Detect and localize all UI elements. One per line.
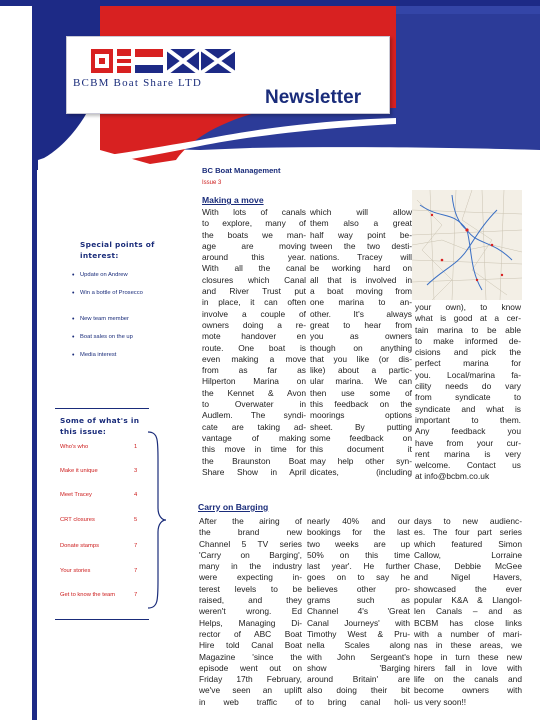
toc-page: 4: [134, 492, 138, 498]
toc-label: Make it unique: [60, 468, 98, 474]
text-line: sheet. By putting: [310, 421, 412, 432]
text-line: even making a move: [202, 353, 306, 364]
text-line: 'Carry on Barging',: [199, 549, 302, 560]
point-item: • Update on Andrew: [80, 272, 180, 280]
text-line: and Nigel Havers,: [414, 572, 522, 583]
article2-column-3: [414, 516, 522, 708]
issue-number: Issue 3: [202, 180, 222, 186]
text-line: them also a great: [310, 218, 412, 229]
text-line: around this year.: [202, 252, 306, 263]
text-line: Hire told Canal Boat: [199, 640, 302, 651]
text-line: BCBM has close links: [414, 617, 522, 628]
bcbm-flags-logo: [89, 47, 239, 75]
text-line: all that is involved in: [310, 274, 412, 285]
text-line: in place, it can often: [202, 297, 306, 308]
text-line: then use some of: [310, 387, 412, 398]
article1-column-2: [310, 207, 412, 478]
text-line: what is good at a cer-: [415, 313, 521, 324]
text-line: Friday 17th February,: [199, 674, 302, 685]
text-line: Audlem. The syndi-: [202, 410, 306, 421]
text-line: that you like (or dis-: [310, 353, 412, 364]
text-line: you. Local/marina fa-: [415, 369, 521, 380]
toc-row[interactable]: [60, 517, 142, 531]
text-line: which will allow: [310, 207, 412, 217]
toc-row[interactable]: [60, 444, 142, 458]
text-line: many in the industry: [199, 561, 302, 572]
text-line: nearly 40% and our: [307, 516, 410, 526]
brand-name: BCBM Boat Share LTD: [73, 77, 203, 89]
text-line: es. The four part series: [414, 527, 522, 538]
article2-column-2: [307, 516, 410, 708]
text-line: your own), to know: [415, 302, 521, 312]
toc-box: [55, 408, 149, 620]
text-line: episode went out on: [199, 662, 302, 673]
article-title: Making a move: [202, 195, 264, 205]
text-line: nella Scales along: [307, 640, 410, 651]
text-line: Helps, Managing Di-: [199, 617, 302, 628]
text-line: Chase, Debbie McGee: [414, 561, 522, 572]
text-line: rector of ABC Boat: [199, 628, 302, 639]
toc-label: Get to know the team: [60, 592, 116, 598]
text-line: believes other pro-: [307, 583, 410, 594]
text-line: us very soon!!: [414, 696, 467, 707]
text-line: the Braunston Boat: [202, 455, 306, 466]
toc-row[interactable]: [60, 592, 142, 606]
text-line: to bring canal holi-: [307, 696, 410, 707]
text-line: With lots of canals: [202, 207, 306, 217]
text-line: show 'Barging: [307, 662, 410, 673]
text-line: vantage of making: [202, 432, 306, 443]
text-line: around Britain' are: [307, 674, 410, 685]
text-line: moorings options: [310, 410, 412, 421]
toc-brace: [146, 430, 168, 610]
text-line: have from your cur-: [415, 437, 521, 448]
text-line: important to them.: [415, 414, 521, 425]
toc-row[interactable]: [60, 468, 142, 482]
text-line: goes on to say he: [307, 572, 410, 583]
text-line: life on the canals and: [414, 674, 522, 685]
text-line: mote handover en: [202, 331, 306, 342]
text-line: this feedback on the: [310, 399, 412, 410]
text-line: ular marina. We can: [310, 376, 412, 387]
points-heading: Special points of interest:: [80, 240, 155, 260]
toc-row[interactable]: [60, 568, 142, 582]
text-line: Callow, Lorraine: [414, 549, 522, 560]
text-line: days to new audienc-: [414, 516, 522, 526]
text-line: Any feedback you: [415, 426, 521, 437]
text-line: 50% on this time: [307, 549, 410, 560]
text-line: showcased the ever: [414, 583, 522, 594]
newsletter-title: Newsletter: [265, 87, 362, 108]
text-line: other. It's always: [310, 308, 412, 319]
article1-column-1: [202, 207, 306, 478]
text-line: After the airing of: [199, 516, 302, 526]
text-line: and River Trust put: [202, 286, 306, 297]
text-line: nas in these areas, we: [414, 640, 522, 651]
toc-row[interactable]: [60, 543, 142, 557]
article1-column-3: [415, 302, 521, 483]
toc-label: Meet Tracey: [60, 492, 92, 498]
point-item: • Media interest: [80, 352, 180, 360]
text-line: at info@bcbm.co.uk: [415, 471, 490, 482]
point-item: • New team member: [80, 316, 180, 324]
text-line: involve a couple of: [202, 308, 306, 319]
toc-heading: Some of what's in this issue:: [60, 416, 140, 436]
text-line: route. One boat is: [202, 342, 306, 353]
text-line: cility needs do vary: [415, 381, 521, 392]
toc-label: Who's who: [60, 444, 89, 450]
org-name: BC Boat Management: [202, 166, 281, 175]
text-line: tain marina to be able: [415, 324, 521, 335]
text-line: to make informed de-: [415, 335, 521, 346]
text-line: a boat moving from: [310, 286, 412, 297]
text-line: we've seen an uplift: [199, 685, 302, 696]
text-line: nations. Tracey will: [310, 252, 412, 263]
text-line: Channel 5 TV series: [199, 538, 302, 549]
toc-label: CRT closures: [60, 517, 95, 523]
text-line: like) about a partic-: [310, 365, 412, 376]
text-line: to Overwater in: [202, 399, 306, 410]
text-line: age are moving: [202, 240, 306, 251]
text-line: the boats we man-: [202, 229, 306, 240]
text-line: the Kennet & Avon: [202, 387, 306, 398]
text-line: in web traffic of: [199, 696, 302, 707]
text-line: with a number of mari-: [414, 628, 522, 639]
point-item: • Boat sales on the up: [80, 334, 180, 342]
text-line: two weeks are up: [307, 538, 410, 549]
toc-page: 7: [134, 543, 138, 549]
article2-column-1: [199, 516, 302, 708]
text-line: you as owners: [310, 331, 412, 342]
text-line: Hilperton Marina on: [202, 376, 306, 387]
text-line: some feedback on: [310, 432, 412, 443]
text-line: to explore, many of: [202, 218, 306, 229]
text-line: Canal Journeys' with: [307, 617, 410, 628]
text-line: Share Show in April: [202, 466, 306, 477]
text-line: from syndicate to: [415, 392, 521, 403]
text-line: cisions and pick the: [415, 347, 521, 358]
text-line: syndicate and what is: [415, 403, 521, 414]
text-line: be working hard on: [310, 263, 412, 274]
text-line: closures which Canal: [202, 274, 306, 285]
left-edge-stripe: [32, 160, 37, 720]
text-line: may help other syn-: [310, 455, 412, 466]
text-line: from as far as: [202, 365, 306, 376]
toc-page: 5: [134, 517, 138, 523]
text-line: tween the two desti-: [310, 240, 412, 251]
point-item: • Win a bottle of Prosecco: [80, 290, 180, 298]
text-line: popular K&A & Llangol-: [414, 595, 522, 606]
text-line: Timothy West & Pru-: [307, 628, 410, 639]
text-line: welcome. Contact us: [415, 460, 521, 471]
text-line: dicates, (including: [310, 466, 412, 477]
text-line: hope in turn these new: [414, 651, 522, 662]
text-line: also doing their bit: [307, 685, 410, 696]
toc-label: Your stories: [60, 568, 91, 574]
text-line: bookings for the last: [307, 527, 410, 538]
text-line: owners doing a re-: [202, 319, 306, 330]
text-line: this move in time for: [202, 444, 306, 455]
text-line: were expecting in-: [199, 572, 302, 583]
text-line: with John Sergeant's: [307, 651, 410, 662]
text-line: rent marina is very: [415, 448, 521, 459]
text-line: cate are taking ad-: [202, 421, 306, 432]
text-line: raised, and they: [199, 595, 302, 606]
text-line: half way point be-: [310, 229, 412, 240]
article-title: Carry on Barging: [198, 502, 269, 512]
text-line: one marina to an-: [310, 297, 412, 308]
text-line: the brand new: [199, 527, 302, 538]
text-line: perfect marina for: [415, 358, 521, 369]
text-line: great to hear from: [310, 319, 412, 330]
text-line: hirers fall in love with: [414, 662, 522, 673]
canal-map-image: [412, 190, 522, 300]
toc-page: 1: [134, 444, 138, 450]
text-line: become owners with: [414, 685, 522, 696]
toc-page: 7: [134, 568, 138, 574]
toc-page: 7: [134, 592, 138, 598]
text-line: len Canals – and as: [414, 606, 522, 617]
text-line: this document it: [310, 444, 412, 455]
logo-card: [66, 36, 390, 114]
text-line: terest levels to be: [199, 583, 302, 594]
text-line: Magazine 'since the: [199, 651, 302, 662]
toc-label: Donate stamps: [60, 543, 99, 549]
text-line: though on anything: [310, 342, 412, 353]
text-line: weren't wrong. Ed: [199, 606, 302, 617]
toc-page: 3: [134, 468, 138, 474]
text-line: grams such as: [307, 595, 410, 606]
text-line: Channel 4's 'Great: [307, 606, 410, 617]
text-line: last year'. He further: [307, 561, 410, 572]
text-line: With all the canal: [202, 263, 306, 274]
toc-row[interactable]: [60, 492, 142, 506]
text-line: which featured Simon: [414, 538, 522, 549]
